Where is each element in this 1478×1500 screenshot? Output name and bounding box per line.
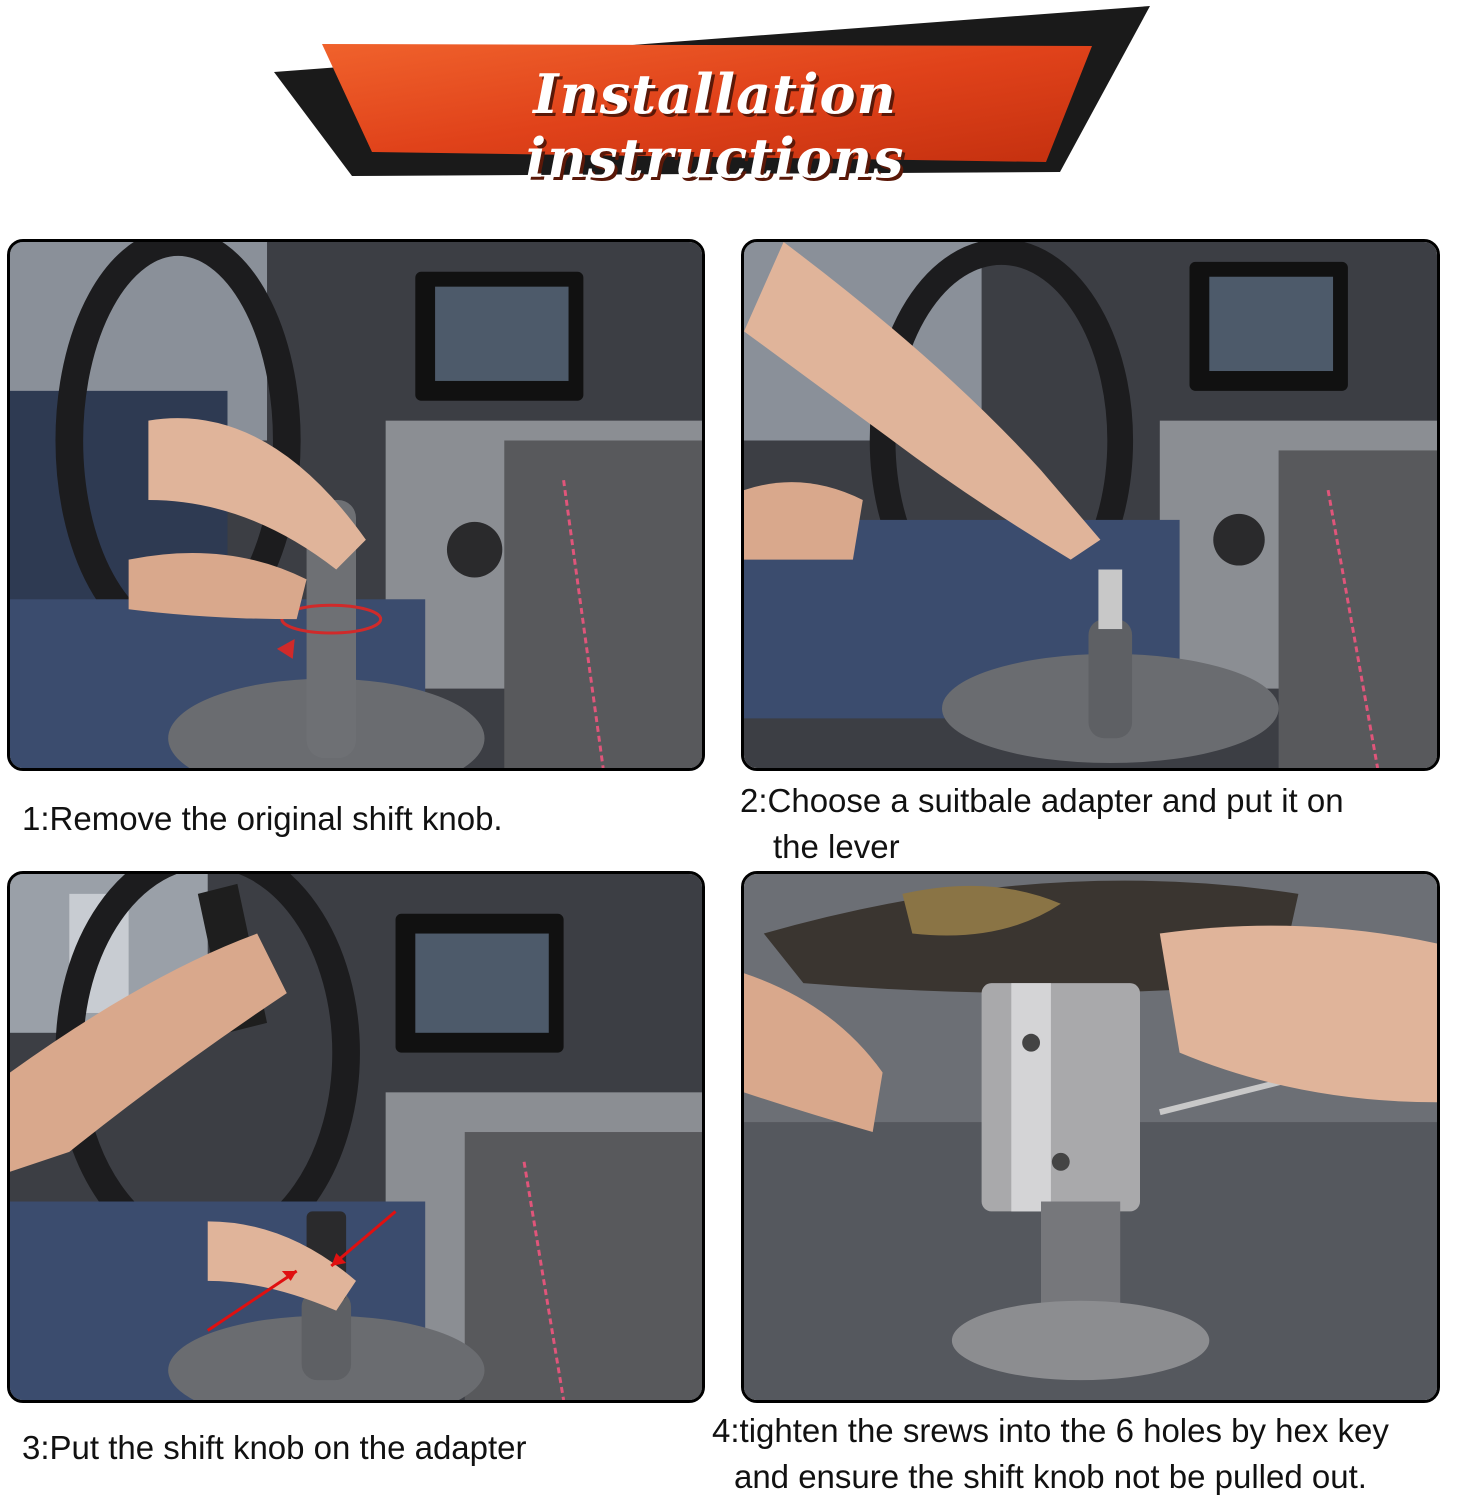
step-2-caption — [740, 778, 1344, 870]
step-2-caption-line1: 2:Choose a suitbale adapter and put it on — [740, 782, 1344, 819]
step-3-photo — [7, 871, 705, 1403]
step-1-caption: 1:Remove the original shift knob. — [22, 800, 503, 837]
step-4-caption-line2: and ensure the shift knob not be pulled out. — [733, 1458, 1367, 1495]
step-4-photo — [741, 871, 1440, 1403]
step-3-caption: 3:Put the shift knob on the adapter — [22, 1429, 527, 1466]
step-2-photo — [741, 239, 1440, 771]
step-1-photo — [7, 239, 705, 771]
page-title: Installation instructions — [525, 62, 905, 190]
step-2-caption-line2: the lever — [773, 828, 900, 865]
step-4-caption — [712, 1408, 1389, 1500]
step-4-caption-line1: 4:tighten the srews into the 6 holes by hex key — [712, 1412, 1389, 1449]
